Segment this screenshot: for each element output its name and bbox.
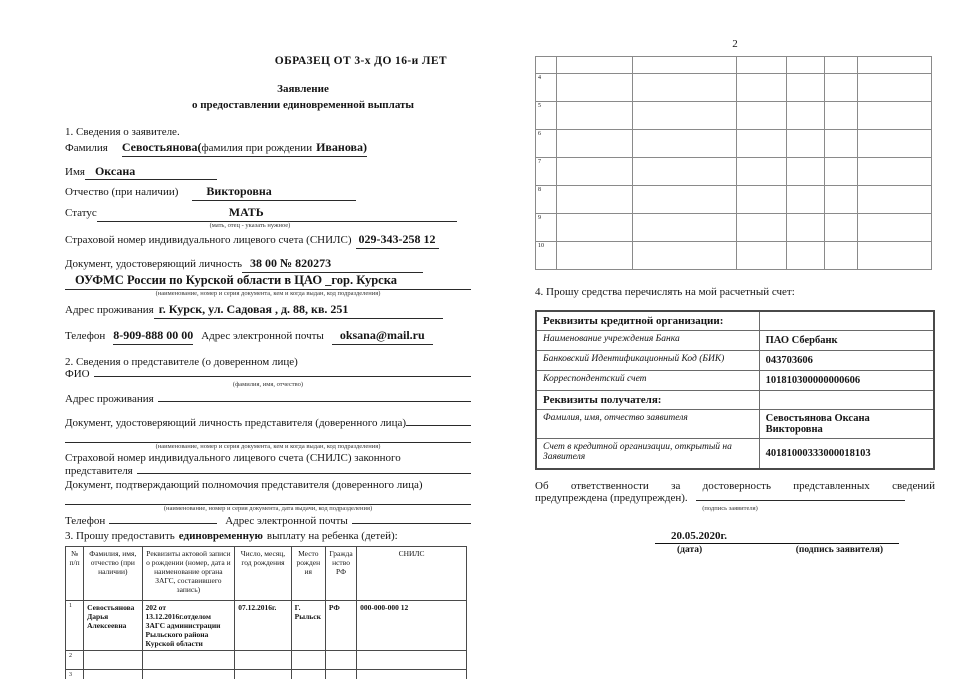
account-value: 40181000333000018103 <box>759 439 934 469</box>
surname-birth-label: фамилия при рождении <box>201 141 313 154</box>
email-label: Адрес электронной почты <box>201 329 324 342</box>
warning-line-2 <box>535 492 935 506</box>
surname-label: Фамилия <box>65 141 108 154</box>
corr-account-label: Корреспондентский счет <box>536 371 759 391</box>
section-3-post: выплату на ребенка (детей): <box>266 530 398 543</box>
warning-line-1: Об ответственности за достоверность представленных сведений <box>535 479 935 492</box>
application-page-1 <box>65 55 471 679</box>
phone-field <box>113 328 193 345</box>
bik-value: 043703606 <box>759 351 934 371</box>
name-line <box>65 164 471 181</box>
children-table-continuation <box>535 56 932 270</box>
recipient-section-row <box>536 391 934 410</box>
snils-line <box>65 232 471 249</box>
cell-number: 6 <box>536 130 557 158</box>
rep-snils-line1 <box>65 452 471 466</box>
rep-doc-label: Документ, удостоверяющий личность представителя (доверенного лица) <box>65 417 407 430</box>
rep-auth-doc-hint: (наименование, номер и серия документа, дата выдачи, код подразделения) <box>163 504 373 512</box>
bank-name-label: Наименование учреждения Банка <box>536 331 759 351</box>
col-birth-place: Место рождения <box>291 546 325 600</box>
cell-number: 5 <box>536 102 557 130</box>
signature-hint-2: (подпись заявителя) <box>795 544 883 555</box>
identity-doc-hint: (наименование, номер и серия документа, кем и когда выдан, код подразделения) <box>155 289 381 297</box>
rep-email-field <box>352 523 471 524</box>
phone-label: Телефон <box>65 329 106 342</box>
identity-doc-issuer-field <box>65 273 471 290</box>
col-number: № п/п <box>66 546 84 600</box>
child-row-2 <box>66 650 467 669</box>
date-hint: (дата) <box>677 544 703 555</box>
cell-number: 3 <box>66 669 84 679</box>
application-page-2 <box>535 38 935 555</box>
snils-value: 029-343-258 12 <box>358 232 436 247</box>
rep-email-label: Адрес электронной почты <box>225 515 348 528</box>
cell-number: 1 <box>66 600 84 650</box>
rep-fio-hint: (фамилия, имя, отчество) <box>232 381 304 389</box>
status-hint: (мать, отец - указать нужное) <box>209 221 291 229</box>
recipient-fio-value: Севостьянова Оксана Викторовна <box>759 410 934 439</box>
cell-number: 8 <box>536 186 557 214</box>
cell-number: 10 <box>536 242 557 270</box>
bank-section-row <box>536 311 934 331</box>
title-line-2: о предоставлении единовременной выплаты <box>191 98 415 111</box>
cell-birth-date: 07.12.2016г. <box>235 600 291 650</box>
rep-auth-doc-field <box>65 493 471 505</box>
bank-name-row <box>536 331 934 351</box>
date-signature-captions <box>655 545 883 555</box>
section-3-bold: единовременную <box>178 530 263 543</box>
rep-phone-field <box>109 523 217 524</box>
name-value: Оксана <box>94 163 136 178</box>
rep-auth-doc-line <box>65 479 471 493</box>
email-field <box>332 328 433 345</box>
rep-snils-field <box>137 473 471 474</box>
corr-account-value: 101810300000000606 <box>759 371 934 391</box>
rep-doc-line <box>65 417 471 431</box>
section-3-pre: 3. Прошу предоставить <box>65 530 175 543</box>
bank-name-value: ПАО Сбербанк <box>759 331 934 351</box>
cell-birth-place: Г. Рыльск <box>291 600 325 650</box>
bik-label: Банковский Идентификационный Код (БИК) <box>536 351 759 371</box>
address-line <box>65 302 471 319</box>
section-1-heading: 1. Сведения о заявителе. <box>65 125 180 138</box>
account-label: Счет в кредитной организации, открытый на Заявителя <box>536 439 759 469</box>
identity-doc-line <box>65 256 471 273</box>
bank-org-section-label: Реквизиты кредитной организации: <box>536 311 759 331</box>
child-row-4 <box>536 74 932 102</box>
child-row-9 <box>536 214 932 242</box>
child-row-1 <box>66 600 467 650</box>
child-row-5 <box>536 102 932 130</box>
surname-birth-value: Иванова) <box>316 139 367 154</box>
rep-auth-doc-label: Документ, подтверждающий полномочия представителя (доверенного лица) <box>65 479 423 492</box>
snils-label: Страховой номер индивидуального лицевого счета (СНИЛС) <box>65 234 352 247</box>
patronymic-label: Отчество (при наличии) <box>65 186 179 199</box>
child-row-3 <box>66 669 467 679</box>
identity-doc-series-number: 38 00 № 820273 <box>250 256 332 271</box>
col-snils: СНИЛС <box>357 546 467 600</box>
status-value: МАТЬ <box>228 205 264 220</box>
account-row <box>536 439 934 469</box>
rep-fio-field <box>94 376 471 377</box>
recipient-section-label: Реквизиты получателя: <box>536 391 759 410</box>
continuation-header-row <box>536 57 932 74</box>
responsibility-statement <box>535 480 935 514</box>
corr-account-row <box>536 371 934 391</box>
rep-doc-field-line2 <box>65 431 471 443</box>
patronymic-value: Викторовна <box>206 184 272 199</box>
signature-hint: (подпись заявителя) <box>702 505 758 513</box>
address-field <box>154 302 443 319</box>
phone-value: 8-909-888 00 00 <box>113 327 194 342</box>
col-birth-date: Число, месяц, год рождения <box>235 546 291 600</box>
col-fio: Фамилия, имя, отчество (при наличии) <box>84 546 142 600</box>
rep-address-label: Адрес проживания <box>65 392 154 405</box>
rep-fio-line <box>65 368 471 382</box>
rep-phone-label: Телефон <box>65 515 106 528</box>
section-3-heading <box>65 530 471 544</box>
rep-address-field <box>158 401 471 402</box>
address-label: Адрес проживания <box>65 304 154 316</box>
identity-doc-label: Документ, удостоверяющий личность <box>65 258 243 271</box>
recipient-fio-row <box>536 410 934 439</box>
date-value: 20.05.2020г. <box>671 529 728 542</box>
date-field <box>655 530 899 544</box>
phone-email-line <box>65 328 471 345</box>
patronymic-field <box>192 184 356 201</box>
status-label: Статус <box>65 207 97 220</box>
status-line <box>65 205 471 222</box>
col-citizenship: Гражданство РФ <box>325 546 356 600</box>
child-row-8 <box>536 186 932 214</box>
col-record: Реквизиты актовой записи о рождении (номер, дата и наименование органа ЗАГС, составившего запись) <box>142 546 235 600</box>
name-label: Имя <box>65 165 85 178</box>
warning-text: предупреждена (предупрежден). <box>535 491 688 504</box>
signature-field <box>696 500 905 501</box>
cell-number: 2 <box>66 650 84 669</box>
child-row-6 <box>536 130 932 158</box>
cell-record: 202 от 13.12.2016г.отделом ЗАГС администрации Рыльского района Курской области <box>142 600 235 650</box>
rep-address-line <box>65 393 471 407</box>
children-table <box>65 546 467 679</box>
identity-doc-issuer-value: ОУФМС России по Курской области в ЦАО _гор. Курска <box>75 272 397 287</box>
cell-number: 9 <box>536 214 557 242</box>
identity-doc-issuer-line <box>65 273 471 290</box>
document-title <box>173 82 433 114</box>
rep-phone-email-line <box>65 515 471 529</box>
name-field <box>85 164 217 181</box>
rep-snils-line2 <box>65 465 471 479</box>
cell-citizenship: РФ <box>325 600 356 650</box>
cell-number: 4 <box>536 74 557 102</box>
rep-doc-hint: (наименование, номер и серия документа, кем и когда выдан, код подразделения) <box>155 443 381 451</box>
cell-number: 7 <box>536 158 557 186</box>
rep-doc-field <box>406 425 471 426</box>
bank-details-table <box>535 310 935 470</box>
surname-line <box>65 140 471 157</box>
surname-value: Севостьянова( <box>121 139 202 154</box>
recipient-fio-label: Фамилия, имя, отчество заявителя <box>536 410 759 439</box>
patronymic-line <box>65 184 471 201</box>
rep-fio-label: ФИО <box>65 367 90 380</box>
email-value: oksana@mail.ru <box>339 327 425 342</box>
child-row-10 <box>536 242 932 270</box>
identity-doc-field <box>242 256 423 273</box>
child-row-7 <box>536 158 932 186</box>
children-table-header-row <box>66 546 467 600</box>
title-line-1: Заявление <box>277 83 329 95</box>
rep-snils-label: Страховой номер индивидуального лицевого счета (СНИЛС) законного <box>65 451 401 464</box>
cell-snils: 000-000-000 12 <box>357 600 467 650</box>
cell-fio: Севостьянова Дарья Алексеевна <box>84 600 142 650</box>
section-2-heading: 2. Сведения о представителе (о доверенном лице) <box>65 355 298 368</box>
status-field <box>97 205 457 222</box>
snils-field <box>356 232 439 249</box>
section-4-heading: 4. Прошу средства перечислять на мой расчетный счет: <box>535 286 795 298</box>
page-number: 2 <box>732 38 738 50</box>
bik-row <box>536 351 934 371</box>
surname-field <box>122 140 367 157</box>
sample-banner: ОБРАЗЕЦ ОТ 3-х ДО 16-и ЛЕТ <box>274 55 447 67</box>
address-value: г. Курск, ул. Садовая , д. 88, кв. 251 <box>158 302 349 316</box>
rep-snils-label2: представителя <box>65 465 133 478</box>
